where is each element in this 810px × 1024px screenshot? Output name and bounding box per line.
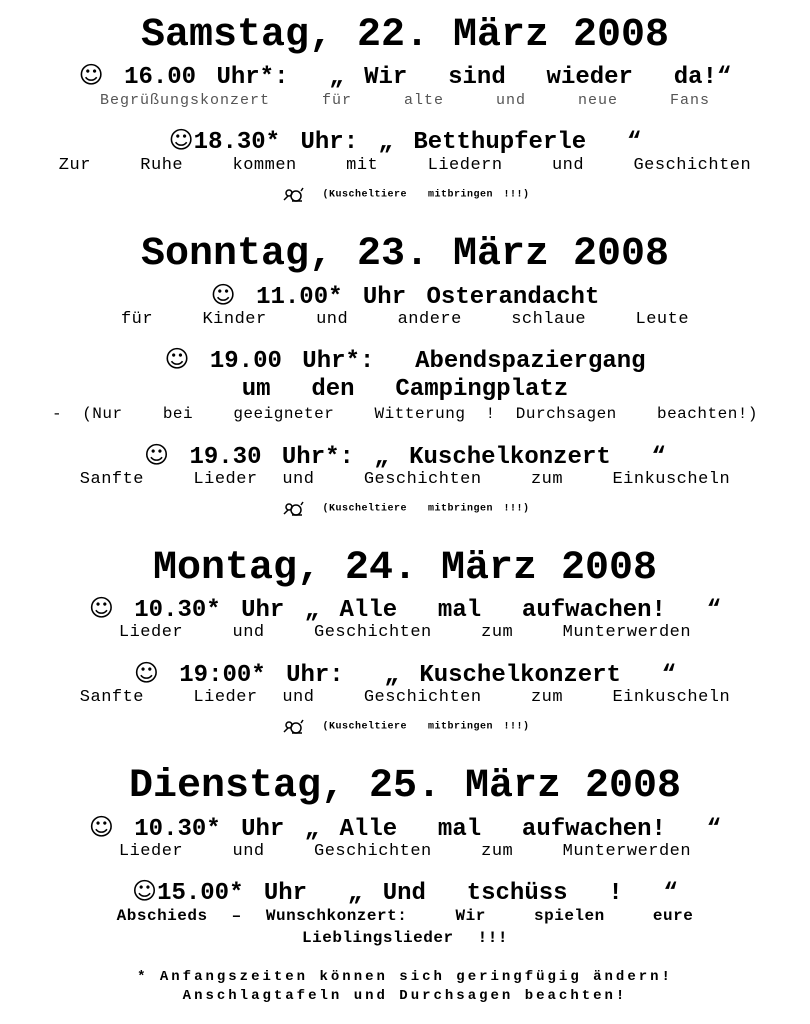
day-title-monday: Montag, 24. März 2008 — [152, 546, 658, 591]
day-title-saturday: Samstag, 22. März 2008 — [140, 13, 670, 58]
event-sun-3-note — [0, 499, 810, 517]
event-name: „ Alle mal aufwachen! “ — [304, 816, 722, 843]
smiley-icon: ☺ — [132, 877, 158, 905]
event-sun-2-description: - (Nur bei geeigneter Witterung ! Durchsagen beachten!) — [52, 405, 758, 423]
event-tue-1-description: Lieder und Geschichten zum Munterwerden — [118, 842, 692, 861]
smiley-icon: ☺ — [144, 441, 170, 469]
smiley-icon: ☺ — [210, 281, 236, 309]
footer-note-line-1: * Anfangszeiten können sich geringfügig ändern! — [137, 969, 673, 985]
note-text: (Kuscheltiere mitbringen !!!) — [322, 189, 530, 201]
day-title-tuesday: Dienstag, 25. März 2008 — [128, 764, 682, 809]
event-time: 19.30 Uhr*: — [189, 444, 354, 471]
event-sun-3-description: Sanfte Lieder und Geschichten zum Einkuscheln — [79, 470, 731, 489]
event-mon-1-description: Lieder und Geschichten zum Munterwerden — [118, 623, 692, 642]
event-sun-1-description: für Kinder und andere schlaue Leute — [120, 310, 690, 329]
smiley-icon: ☺ — [164, 345, 190, 373]
event-sat-2-description: Zur Ruhe kommen mit Liedern und Geschichten — [58, 156, 752, 175]
event-mon-2-heading — [0, 659, 810, 690]
event-sat-2-heading — [0, 126, 810, 157]
day-title-sunday: Sonntag, 23. März 2008 — [140, 232, 670, 277]
event-name: Abendspaziergang — [415, 348, 646, 375]
event-time: 19:00* Uhr: — [179, 662, 344, 689]
event-mon-2-description: Sanfte Lieder und Geschichten zum Einkuscheln — [79, 688, 731, 707]
event-sun-1-heading — [0, 281, 810, 312]
teddy-bear-icon — [280, 499, 306, 517]
teddy-bear-icon — [280, 717, 306, 735]
event-sun-3-heading — [0, 441, 810, 472]
event-time: 11.00* Uhr — [256, 284, 407, 311]
footer-note-line-2: Anschlagtafeln und Durchsagen beachten! — [182, 988, 628, 1004]
event-time: 15.00* Uhr — [157, 880, 308, 907]
event-name: „ Und tschüss ! “ — [347, 880, 678, 907]
event-tue-2-description-cont: Lieblingslieder !!! — [302, 929, 508, 947]
teddy-bear-icon — [280, 185, 306, 203]
event-time: 19.00 Uhr*: — [209, 348, 375, 375]
event-sun-2-heading — [0, 345, 810, 376]
event-tue-2-description: Abschieds – Wunschkonzert: Wir spielen eure — [116, 907, 694, 925]
smiley-icon: ☺ — [88, 594, 114, 622]
smiley-icon: ☺ — [78, 61, 104, 89]
event-name: „ Wir sind wieder da!“ — [329, 64, 732, 91]
event-name: „ Alle mal aufwachen! “ — [304, 597, 722, 624]
event-time: 16.00 Uhr*: — [124, 64, 289, 91]
event-sat-2-note — [0, 185, 810, 203]
event-name: „ Kuschelkonzert “ — [374, 444, 666, 471]
event-sat-1-description: Begrüßungskonzert für alte und neue Fans — [99, 92, 711, 109]
event-mon-2-note — [0, 717, 810, 735]
event-name: „ Betthupferle “ — [378, 129, 642, 156]
event-mon-1-heading — [0, 594, 810, 625]
event-time: 18.30* Uhr: — [193, 129, 359, 156]
smiley-icon: ☺ — [88, 813, 114, 841]
event-time: 10.30* Uhr — [134, 597, 285, 624]
note-text: (Kuscheltiere mitbringen !!!) — [322, 721, 530, 733]
smiley-icon: ☺ — [168, 126, 194, 154]
smiley-icon: ☺ — [133, 659, 159, 687]
event-tue-1-heading — [0, 813, 810, 844]
event-name: „ Kuschelkonzert “ — [384, 662, 677, 689]
event-name: Osterandacht — [426, 284, 600, 311]
event-tue-2-heading — [0, 877, 810, 908]
note-text: (Kuscheltiere mitbringen !!!) — [322, 503, 530, 515]
event-sat-1-heading — [0, 61, 810, 92]
event-sun-2-heading-cont: um den Campingplatz — [241, 376, 569, 403]
event-time: 10.30* Uhr — [134, 816, 285, 843]
